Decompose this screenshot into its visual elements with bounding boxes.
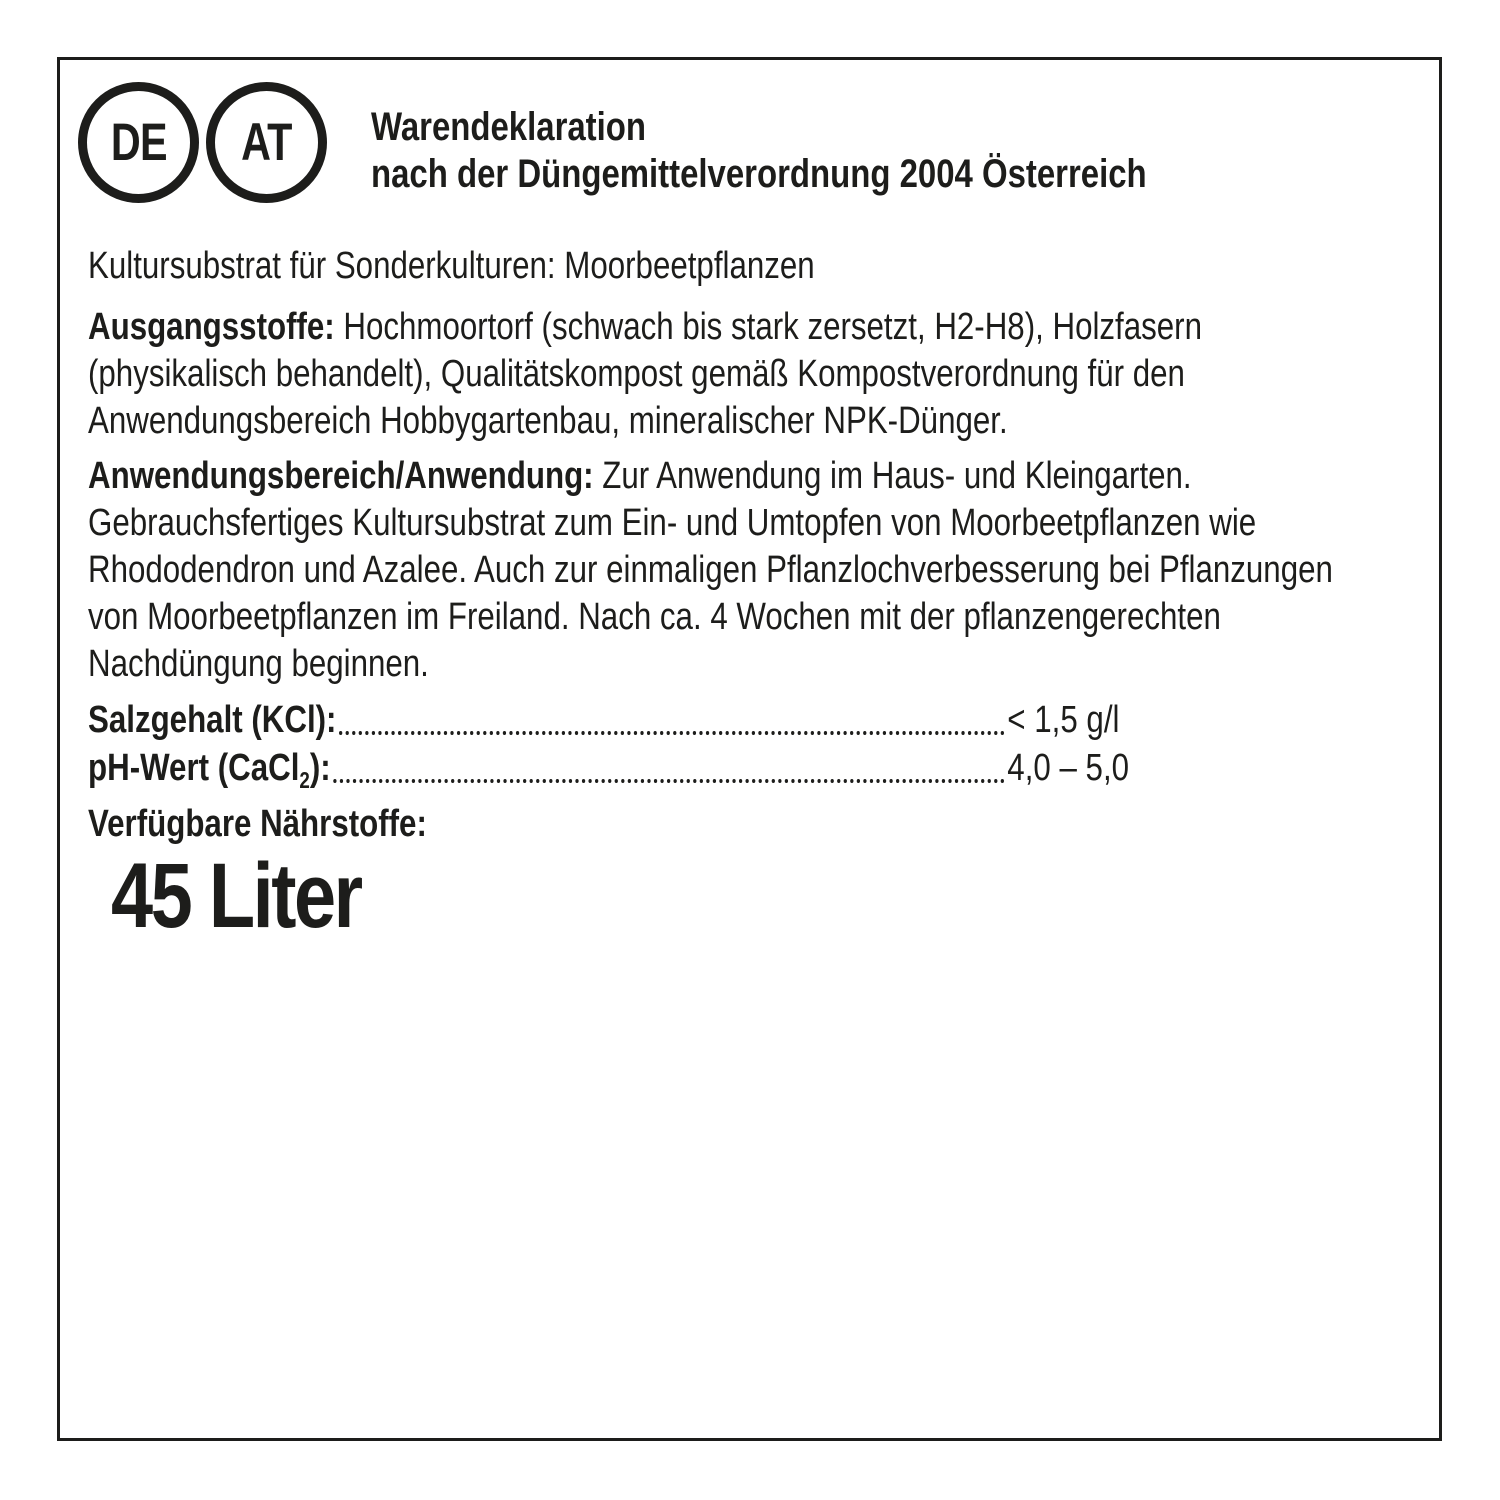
salzgehalt-label: Salzgehalt (KCl): xyxy=(88,699,337,741)
ph-wert-value: 4,0 – 5,0 xyxy=(1007,747,1130,789)
para-ausgangsstoffe: Ausgangsstoffe: Hochmoortorf (schwach bis stark zersetzt, H2-H8), Holzfasern (physikalisch behandelt), Qualitätskompost gemäß Kompostverordnung für den Anwendungsbereich Hobbygartenbau, mineralischer NPK-Dünger. xyxy=(88,306,1202,442)
salzgehalt-value: < 1,5 g/l xyxy=(1007,699,1120,741)
spec-row-salzgehalt xyxy=(88,696,1160,744)
country-badge-at xyxy=(206,82,327,203)
dotted-leader xyxy=(339,731,1005,735)
declaration-title: Warendeklaration nach der Düngemittelverordnung 2004 Österreich xyxy=(371,105,1147,196)
volume-value: 45 Liter xyxy=(111,845,361,947)
nutrients-section xyxy=(88,800,1411,848)
dotted-leader xyxy=(333,779,1005,783)
country-badge-de xyxy=(78,82,199,203)
declaration-header xyxy=(78,82,1411,203)
para-anwendungsbereich: Anwendungsbereich/Anwendung: Zur Anwendung im Haus- und Kleingarten. Gebrauchsfertiges Kultursubstrat zum Ein- und Umtopfen von Moorbeetpflanzen wie Rhododendron und Azalee. Auch zur einmaligen Pflanzlochverbesserung bei Pflanzungen von Moorbeetpflanzen im Freiland. Nach ca. 4 Wochen mit der pflanzengerechten Nachdüngung beginnen. xyxy=(88,455,1333,685)
declaration-card xyxy=(57,57,1442,1441)
declaration-content xyxy=(88,243,1411,947)
nutrients-heading: Verfügbare Nährstoffe: xyxy=(88,803,427,845)
spec-row-ph-wert xyxy=(88,744,1160,792)
country-badge-de-label: DE xyxy=(110,113,167,172)
ph-wert-label: pH-Wert (CaCl$_2$): xyxy=(88,747,331,793)
country-badge-at-label: AT xyxy=(241,113,292,172)
country-badges xyxy=(78,82,327,203)
product-designation: Kultursubstrat für Sonderkulturen: Moorbeetpflanzen xyxy=(88,245,815,287)
volume-block xyxy=(88,845,1411,947)
spec-rows xyxy=(88,696,1411,792)
